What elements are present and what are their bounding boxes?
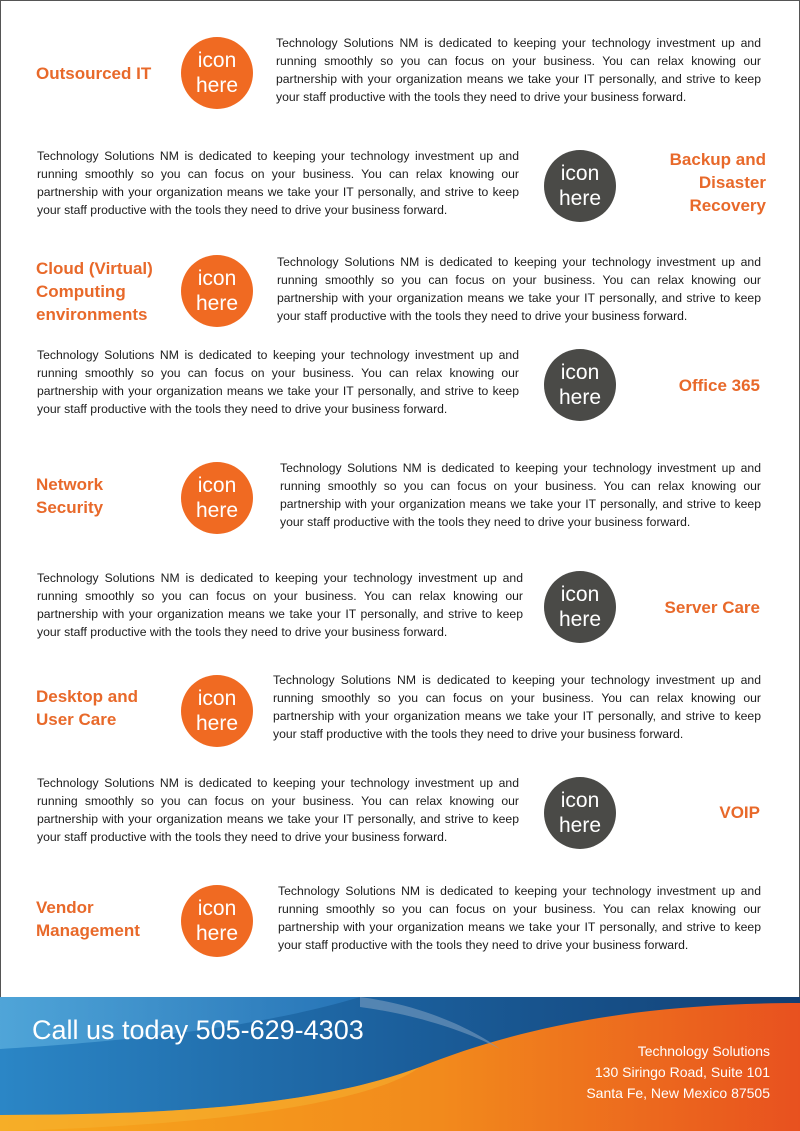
service-description: Technology Solutions NM is dedicated to keeping your technology investment up and running smoothly so you can focus on your business. You can relax knowing our partnership with your organization means we take your IT personally, and strive to keep your staff productive with the tools they need to drive your business forward. xyxy=(37,149,519,217)
placeholder-icon: icon here xyxy=(181,255,253,327)
placeholder-icon: icon here xyxy=(544,571,616,643)
service-title: Desktop and User Care xyxy=(36,687,139,729)
company-address xyxy=(586,1041,770,1104)
service-title: Vendor Management xyxy=(36,898,140,940)
placeholder-icon: icon here xyxy=(544,150,616,222)
service-title: Cloud (Virtual) Computing environments xyxy=(36,259,153,324)
company-name: Technology Solutions xyxy=(637,1043,770,1059)
service-description: Technology Solutions NM is dedicated to keeping your technology investment up and running smoothly so you can focus on your business. You can relax knowing our partnership with your organization means we take your IT personally, and strive to keep your staff productive with the tools they need to drive your business forward. xyxy=(278,884,761,952)
service-title: Office 365 xyxy=(678,376,760,395)
service-description: Technology Solutions NM is dedicated to keeping your technology investment up and running smoothly so you can focus on your business. You can relax knowing our partnership with your organization means we take your IT personally, and strive to keep your staff productive with the tools they need to drive your business forward. xyxy=(280,461,761,529)
service-title: Backup and Disaster Recovery xyxy=(669,150,766,215)
service-description: Technology Solutions NM is dedicated to keeping your technology investment up and running smoothly so you can focus on your business. You can relax knowing our partnership with your organization means we take your IT personally, and strive to keep your staff productive with the tools they need to drive your business forward. xyxy=(37,776,519,844)
service-title: Outsourced IT xyxy=(36,64,152,83)
service-title: VOIP xyxy=(719,803,760,822)
service-title: Server Care xyxy=(664,598,760,617)
call-to-action: Call us today 505-629-4303 xyxy=(32,1015,364,1045)
placeholder-icon: icon here xyxy=(181,462,253,534)
placeholder-icon: icon here xyxy=(544,777,616,849)
placeholder-icon: icon here xyxy=(181,885,253,957)
service-title: Network Security xyxy=(36,475,104,517)
footer-banner xyxy=(0,997,800,1131)
service-description: Technology Solutions NM is dedicated to keeping your technology investment up and running smoothly so you can focus on your business. You can relax knowing our partnership with your organization means we take your IT personally, and strive to keep your staff productive with the tools they need to drive your business forward. xyxy=(273,673,761,741)
service-description: Technology Solutions NM is dedicated to keeping your technology investment up and running smoothly so you can focus on your business. You can relax knowing our partnership with your organization means we take your IT personally, and strive to keep your staff productive with the tools they need to drive your business forward. xyxy=(37,348,519,416)
service-description: Technology Solutions NM is dedicated to keeping your technology investment up and running smoothly so you can focus on your business. You can relax knowing our partnership with your organization means we take your IT personally, and strive to keep your staff productive with the tools they need to drive your business forward. xyxy=(37,571,523,639)
placeholder-icon: icon here xyxy=(181,37,253,109)
city-state-zip: Santa Fe, New Mexico 87505 xyxy=(586,1085,770,1101)
service-description: Technology Solutions NM is dedicated to keeping your technology investment up and running smoothly so you can focus on your business. You can relax knowing our partnership with your organization means we take your IT personally, and strive to keep your staff productive with the tools they need to drive your business forward. xyxy=(277,255,761,323)
placeholder-icon: icon here xyxy=(181,675,253,747)
street-address: 130 Siringo Road, Suite 101 xyxy=(594,1064,770,1080)
placeholder-icon: icon here xyxy=(544,349,616,421)
service-description: Technology Solutions NM is dedicated to keeping your technology investment up and running smoothly so you can focus on your business. You can relax knowing our partnership with your organization means we take your IT personally, and strive to keep your staff productive with the tools they need to drive your business forward. xyxy=(276,36,761,104)
